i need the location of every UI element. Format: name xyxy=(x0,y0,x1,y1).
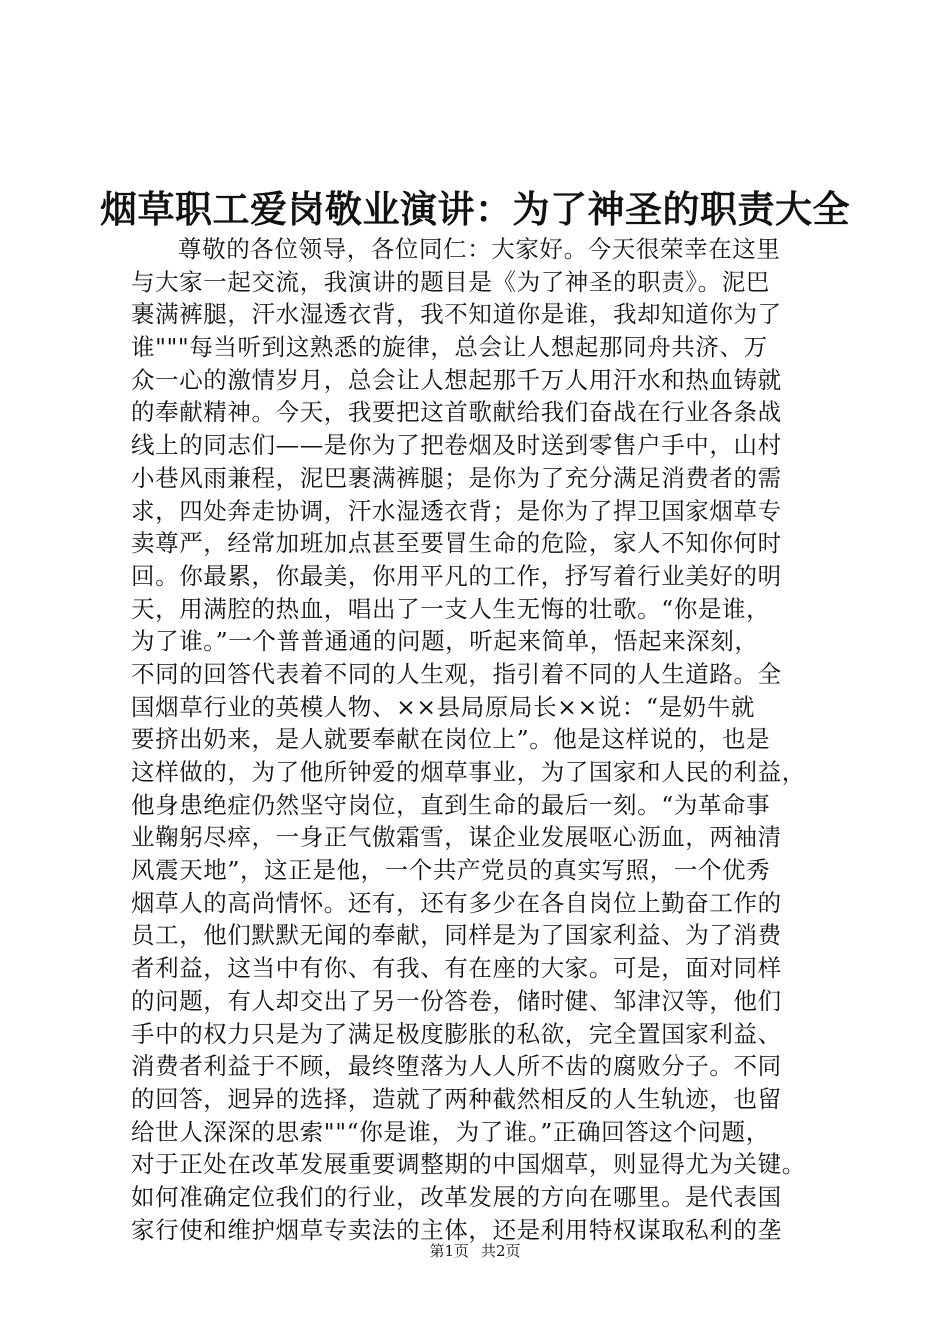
body-line: 的问题，有人却交出了另一份答卷，储时健、邹津汉等，他们 xyxy=(131,986,782,1015)
body-line: 要挤出奶来，是人就要奉献在岗位上”。他是这样说的，也是 xyxy=(131,725,771,754)
body-line: 给世人深深的思索""“你是谁，为了谁。”正确回答这个问题， xyxy=(131,1117,770,1146)
body-line: 天，用满腔的热血，唱出了一支人生无悔的壮歌。“你是谁， xyxy=(131,594,771,623)
body-line: 求，四处奔走协调，汗水湿透衣背；是你为了捍卫国家烟草专 xyxy=(131,496,782,525)
body-line: 裹满裤腿，汗水湿透衣背，我不知道你是谁，我却知道你为了 xyxy=(131,300,782,329)
page-footer xyxy=(0,1240,950,1262)
page-number: 第1页 xyxy=(429,1242,469,1260)
body-line: 小巷风雨兼程，泥巴裹满裤腿；是你为了充分满足消费者的需 xyxy=(131,463,782,492)
page-total: 共2页 xyxy=(481,1242,521,1260)
body-line: 尊敬的各位领导，各位同仁：大家好。今天很荣幸在这里 xyxy=(178,235,781,263)
body-line: 与大家一起交流，我演讲的题目是《为了神圣的职责》。泥巴 xyxy=(131,267,770,296)
body-line: 回。你最累，你最美，你用平凡的工作，抒写着行业美好的明 xyxy=(131,561,782,590)
document-body xyxy=(131,233,851,1246)
body-line: 卖尊严，经常加班加点甚至要冒生命的危险，家人不知你何时 xyxy=(131,529,782,558)
body-line: 家行使和维护烟草专卖法的主体，还是利用特权谋取私利的垄 xyxy=(131,1215,782,1244)
body-line: 不同的回答代表着不同的人生观，指引着不同的人生道路。全 xyxy=(131,659,782,688)
body-line: 的回答，迥异的选择，造就了两种截然相反的人生轨迹，也留 xyxy=(131,1084,782,1113)
body-line: 业鞠躬尽瘁，一身正气傲霜雪，谋企业发展呕心沥血，两袖清 xyxy=(131,823,782,852)
body-line: 为了谁。”一个普普通通的问题，听起来简单，悟起来深刻， xyxy=(131,627,759,656)
body-line: 国烟草行业的英模人物、××县局原局长××说：“是奶牛就 xyxy=(131,692,755,721)
body-line: 众一心的激情岁月，总会让人想起那千万人用汗水和热血铸就 xyxy=(131,365,782,394)
body-line: 风震天地”，这正是他，一个共产党员的真实写照，一个优秀 xyxy=(131,856,771,885)
body-line: 这样做的，为了他所钟爱的烟草事业，为了国家和人民的利益， xyxy=(131,758,806,786)
body-line: 消费者利益于不顾，最终堕落为人人所不齿的腐败分子。不同 xyxy=(131,1052,782,1081)
body-line: 他身患绝症仍然坚守岗位，直到生命的最后一刻。“为革命事 xyxy=(131,790,771,819)
body-line: 对于正处在改革发展重要调整期的中国烟草，则显得尤为关键。 xyxy=(131,1150,806,1179)
body-line: 线上的同志们——是你为了把卷烟及时送到零售户手中，山村 xyxy=(131,431,782,460)
body-line: 手中的权力只是为了满足极度膨胀的私欲，完全置国家利益、 xyxy=(131,1019,782,1048)
body-line: 者利益，这当中有你、有我、有在座的大家。可是，面对同样 xyxy=(131,954,782,983)
body-line: 的奉献精神。今天，我要把这首歌献给我们奋战在行业各条战 xyxy=(131,398,782,427)
body-line: 员工，他们默默无闻的奉献，同样是为了国家利益、为了消费 xyxy=(131,921,782,950)
document-title: 烟草职工爱岗敬业演讲：为了神圣的职责大全 xyxy=(100,187,850,231)
body-line: 谁"""每当听到这熟悉的旋律，总会让人想起那同舟共济、万 xyxy=(131,333,768,362)
body-line: 如何准确定位我们的行业，改革发展的方向在哪里。是代表国 xyxy=(131,1182,782,1211)
body-line: 烟草人的高尚情怀。还有，还有多少在各自岗位上勤奋工作的 xyxy=(131,888,782,917)
